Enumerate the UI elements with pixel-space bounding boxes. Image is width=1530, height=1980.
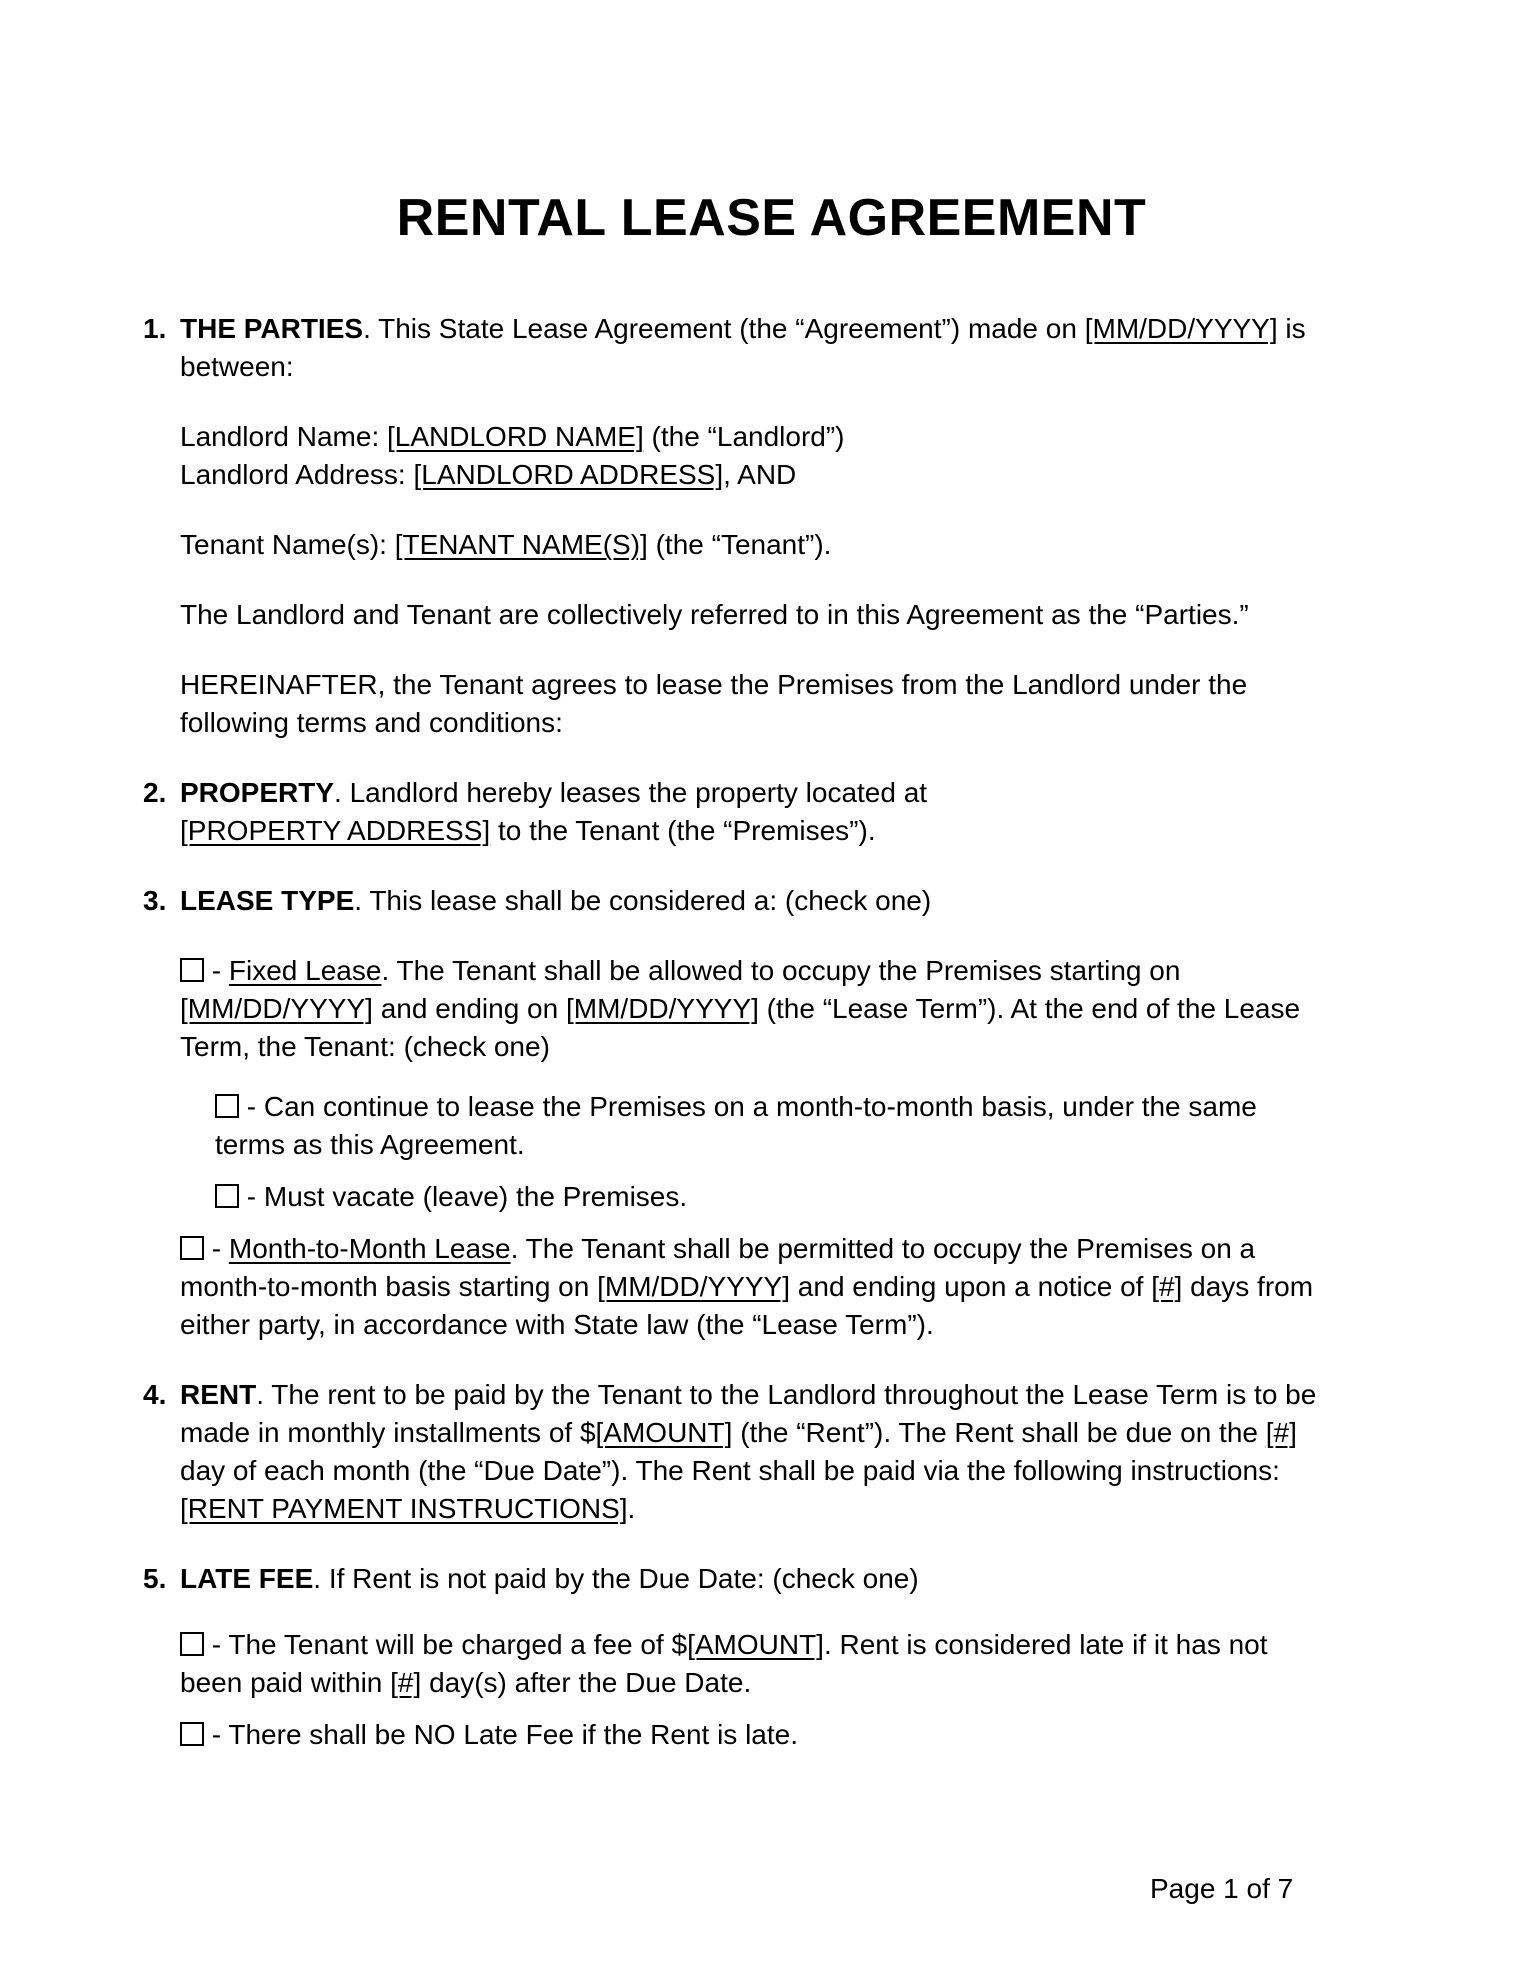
document-title: RENTAL LEASE AGREEMENT xyxy=(396,189,1147,247)
placeholder-field[interactable]: [#] xyxy=(1151,1271,1183,1302)
placeholder-field[interactable]: [MM/DD/YYYY] xyxy=(565,993,759,1024)
section-rent xyxy=(143,1376,1400,1528)
section-number: 4. xyxy=(143,1379,167,1410)
placeholder-field[interactable]: [#] xyxy=(1265,1417,1297,1448)
placeholder-field[interactable]: [LANDLORD NAME] xyxy=(387,421,644,452)
option-no-late-fee xyxy=(180,1716,1400,1754)
placeholder-field[interactable]: [MM/DD/YYYY] xyxy=(597,1271,791,1302)
underlined-text: Month-to-Month Lease xyxy=(228,1233,511,1264)
option-text: - Fixed Lease. The Tenant shall be allowed to occupy the Premises starting on [MM/DD/YYYY] and ending on [MM/DD/YYYY] (the “Lease Term”). At the end of the Lease Term, the Tenant: (check one) xyxy=(180,955,1301,1062)
placeholder-field[interactable]: [PROPERTY ADDRESS] xyxy=(180,815,491,846)
section-lease-type xyxy=(143,882,1400,1344)
placeholder-field[interactable]: [#] xyxy=(390,1667,422,1698)
placeholder-field[interactable]: [AMOUNT] xyxy=(595,1417,733,1448)
checkbox-icon[interactable] xyxy=(215,1184,239,1208)
page-number: Page 1 of 7 xyxy=(1150,1873,1294,1904)
paragraph-tenant-info: Tenant Name(s): [TENANT NAME(S)] (the “Tenant”). xyxy=(180,529,832,560)
checkbox-icon[interactable] xyxy=(180,1722,204,1746)
paragraph-parties-definition: The Landlord and Tenant are collectively referred to in this Agreement as the “Parties.” xyxy=(180,599,1249,630)
option-month-to-month-lease xyxy=(180,1230,1400,1344)
section-number: 3. xyxy=(143,885,167,916)
option-fixed-lease xyxy=(180,952,1400,1066)
section-heading-rent: RENT. The rent to be paid by the Tenant to the Landlord throughout the Lease Term is to be made in monthly installments of $[AMOUNT] (the “Rent”). The Rent shall be due on the [#] day of each month (the “Due Date”). The Rent shall be paid via the following instructions: [RENT PAYMENT INSTRUCTIONS]. xyxy=(180,1379,1317,1524)
placeholder-field[interactable]: [MM/DD/YYYY] xyxy=(1084,313,1278,344)
section-number: 5. xyxy=(143,1563,167,1594)
section-heading-late-fee: LATE FEE. If Rent is not paid by the Due Date: (check one) xyxy=(180,1563,919,1594)
checkbox-icon[interactable] xyxy=(180,958,204,982)
placeholder-field[interactable]: [LANDLORD ADDRESS] xyxy=(413,459,724,490)
option-must-vacate xyxy=(215,1178,1400,1216)
option-text: - Must vacate (leave) the Premises. xyxy=(239,1181,688,1212)
checkbox-icon[interactable] xyxy=(215,1094,239,1118)
paragraph-landlord-info: Landlord Name: [LANDLORD NAME] (the “Landlord”) Landlord Address: [LANDLORD ADDRESS], AND xyxy=(180,421,845,490)
option-continue-month-to-month xyxy=(215,1088,1400,1164)
section-the-parties xyxy=(143,310,1400,742)
option-text: - Month-to-Month Lease. The Tenant shall be permitted to occupy the Premises on a month-to-month basis starting on [MM/DD/YYYY] and ending upon a notice of [#] days from either party, in accordance with State law (the “Lease Term”). xyxy=(180,1233,1314,1340)
section-late-fee xyxy=(143,1560,1400,1754)
checkbox-icon[interactable] xyxy=(180,1632,204,1656)
checkbox-icon[interactable] xyxy=(180,1236,204,1260)
underlined-text: Fixed Lease xyxy=(228,955,382,986)
section-heading-lease-type: LEASE TYPE. This lease shall be considered a: (check one) xyxy=(180,885,932,916)
placeholder-field[interactable]: [MM/DD/YYYY] xyxy=(180,993,373,1024)
placeholder-field[interactable]: [TENANT NAME(S)] xyxy=(394,529,648,560)
placeholder-field[interactable]: [AMOUNT] xyxy=(687,1629,824,1660)
section-number: 1. xyxy=(143,313,167,344)
placeholder-field[interactable]: [RENT PAYMENT INSTRUCTIONS] xyxy=(180,1493,628,1524)
section-number: 2. xyxy=(143,777,167,808)
section-heading-property: PROPERTY. Landlord hereby leases the property located at [PROPERTY ADDRESS] to the Tenant (the “Premises”). xyxy=(180,777,928,846)
section-property xyxy=(143,774,1400,850)
option-text: - Can continue to lease the Premises on a month-to-month basis, under the same terms as this Agreement. xyxy=(215,1091,1257,1160)
option-text: - The Tenant will be charged a fee of $[AMOUNT]. Rent is considered late if it has not been paid within [#] day(s) after the Due Date. xyxy=(180,1629,1268,1698)
section-heading-the-parties: THE PARTIES. This State Lease Agreement (the “Agreement”) made on [MM/DD/YYYY] is between: xyxy=(180,313,1306,382)
option-late-fee-charged xyxy=(180,1626,1400,1702)
paragraph-hereinafter: HEREINAFTER, the Tenant agrees to lease the Premises from the Landlord under the following terms and conditions: xyxy=(180,669,1248,738)
option-text: - There shall be NO Late Fee if the Rent is late. xyxy=(204,1719,799,1750)
